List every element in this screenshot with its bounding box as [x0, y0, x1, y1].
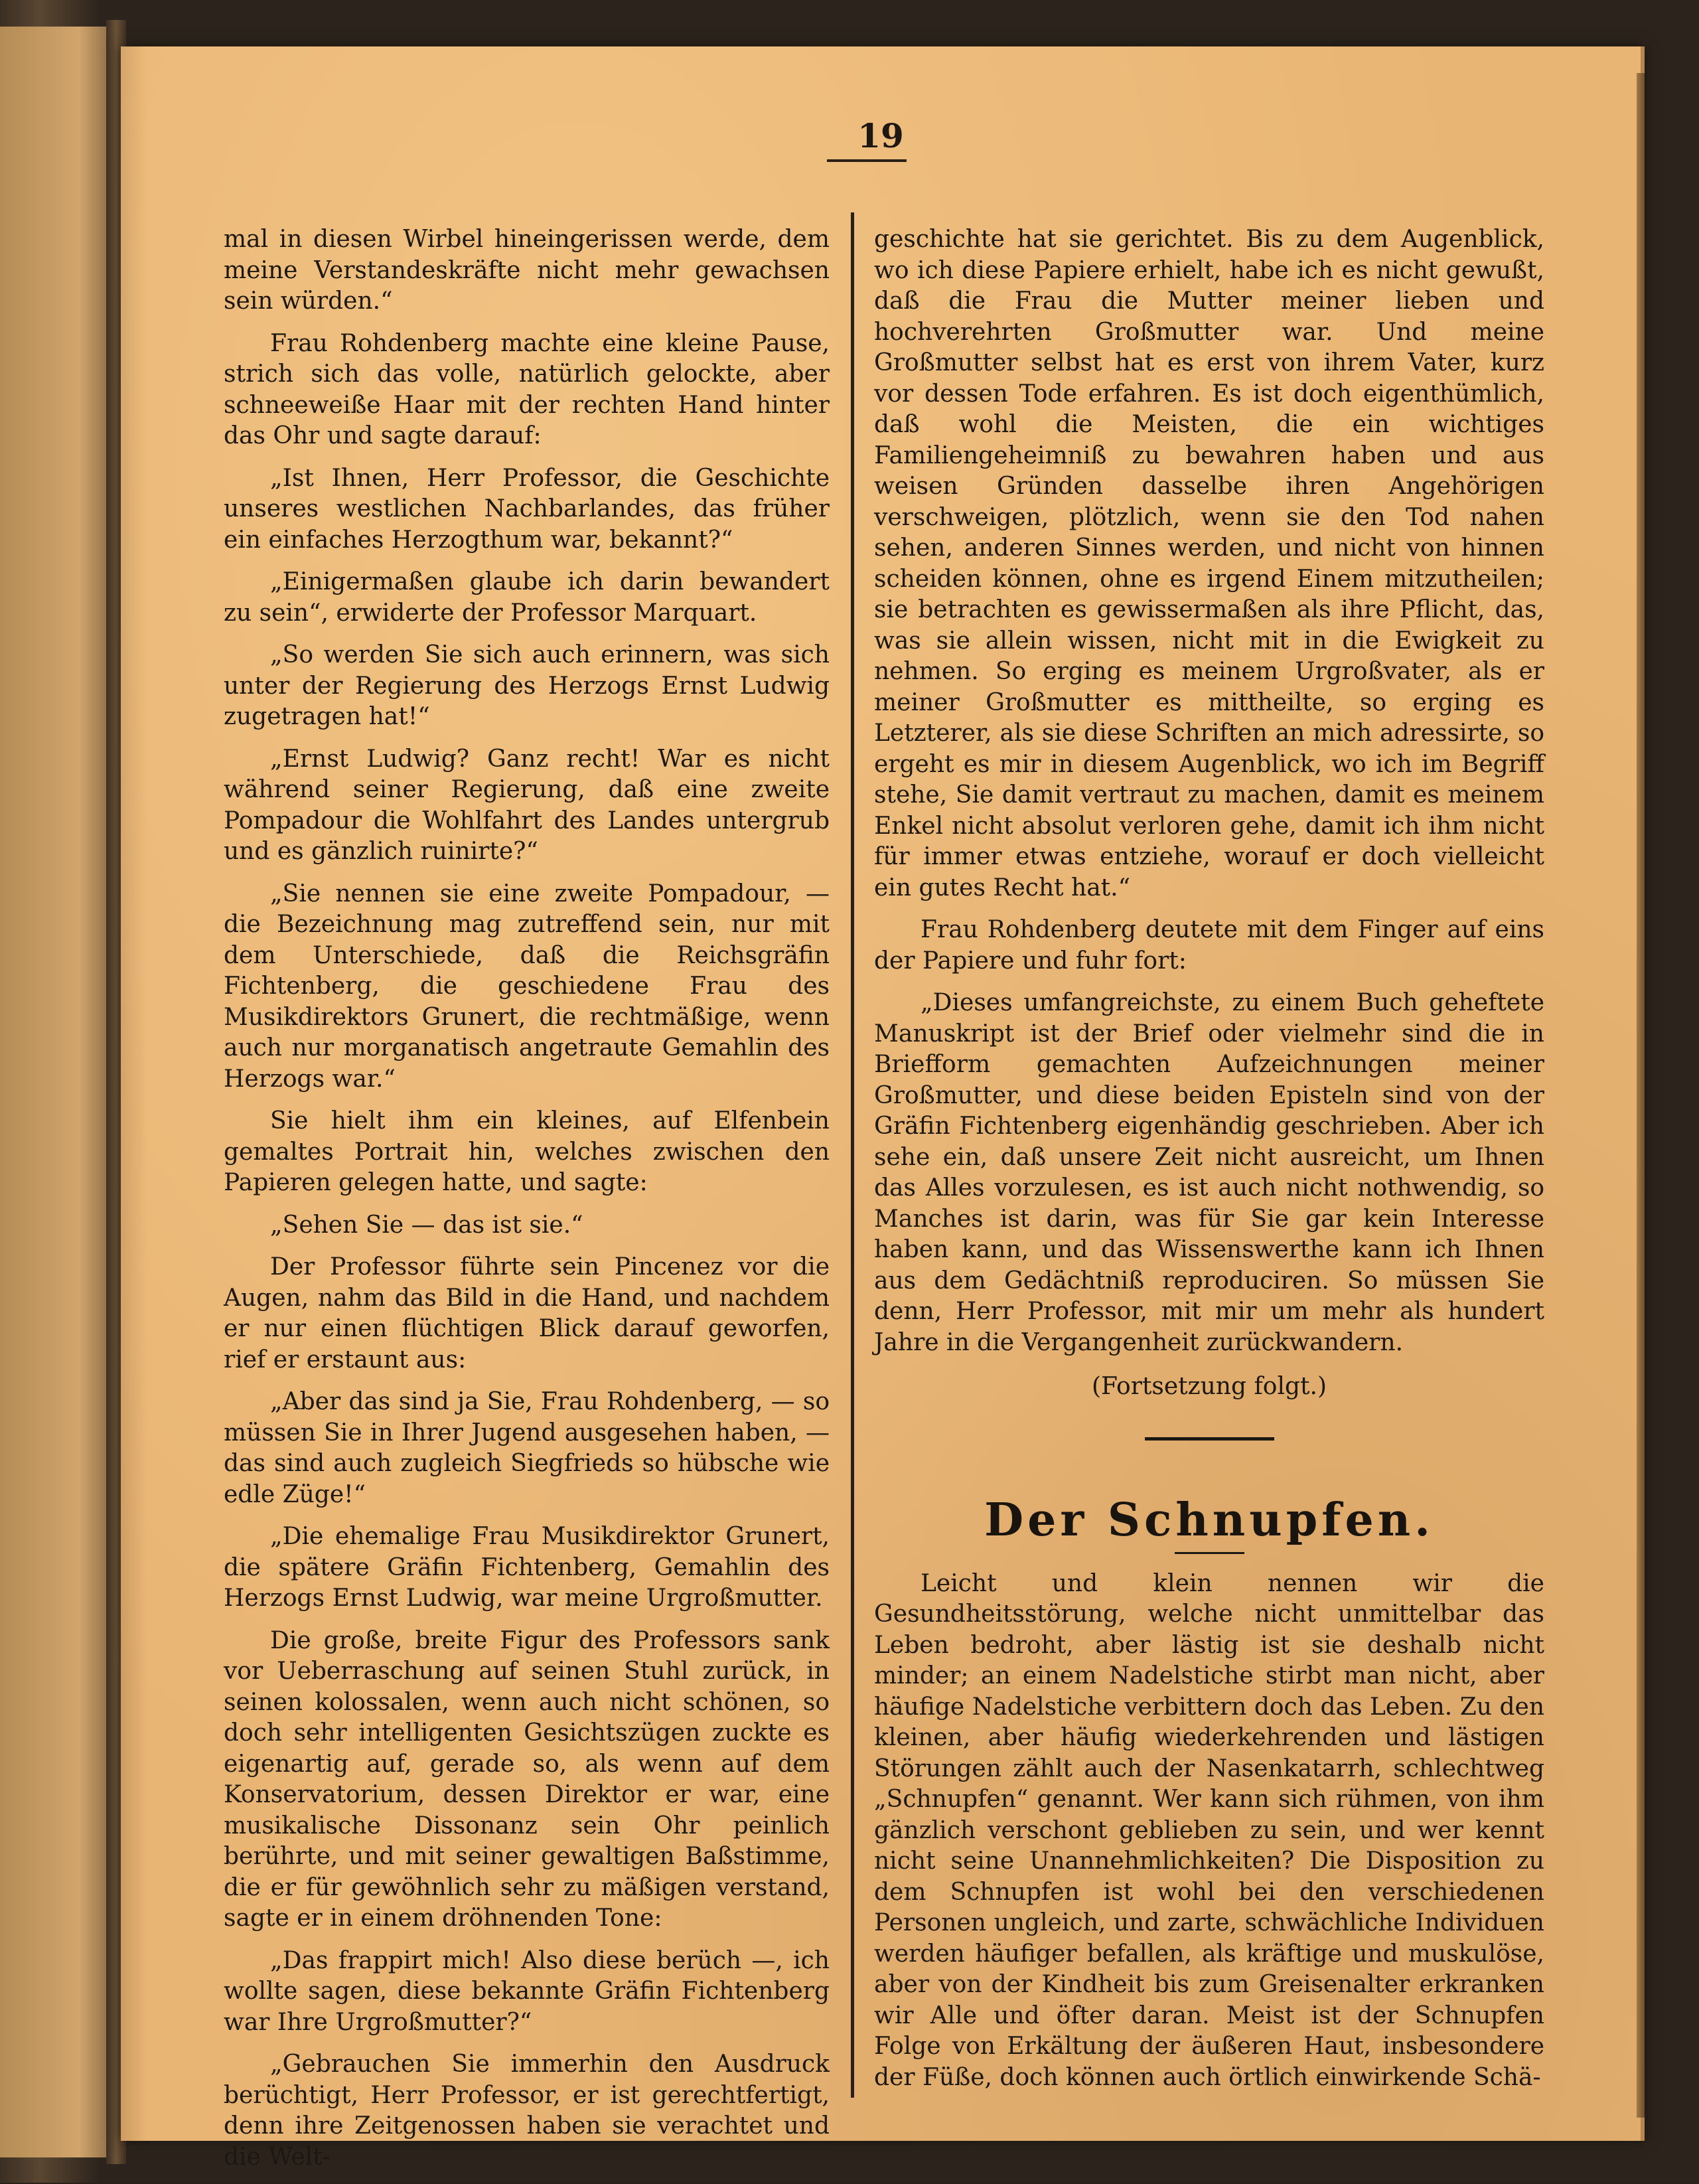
paragraph: „Einigermaßen glaube ich darin bewandert zu sein“, erwiderte der Professor Marquart.: [224, 568, 830, 627]
paragraph: „Aber das sind ja Sie, Frau Rohdenberg, — so müssen Sie in Ihrer Jugend ausgesehen haben, — das sind auch zugleich Siegfrieds so hübsche wie edle Züge!“: [224, 1388, 830, 1508]
paragraph: „Ist Ihnen, Herr Professor, die Geschichte unseres westlichen Nachbarlandes, das früher ein einfaches Herzogthum war, bekannt?“: [224, 464, 830, 554]
paragraph: „Sehen Sie — das ist sie.“: [270, 1211, 583, 1239]
paragraph: mal in diesen Wirbel hineingerissen werde, dem meine Verstandeskräfte nicht mehr gewachsen sein würden.“: [224, 226, 830, 315]
paragraph: geschichte hat sie gerichtet. Bis zu dem Augenblick, wo ich diese Papiere erhielt, habe ich es nicht gewußt, daß die Frau die Mutter meiner lieben und hochverehrten Großmutter war. Und meine Großmutter selbst hat es erst von ihrem Vater, kurz vor dessen Tode erfahren. Es ist doch eigenthümlich, daß wohl die Meisten, die ein wichtiges Familiengeheimniß zu bewahren haben und aus weisen Gründen dasselbe ihren Angehörigen verschweigen, plötzlich, wenn sie den Tod nahen sehen, anderen Sinnes werden, und nicht von hinnen scheiden können, ohne es irgend Einem mitzutheilen; sie betrachten es gewissermaßen als ihre Pflicht, das, was sie allein wissen, nicht mit in die Ewigkeit zu nehmen. So erging es meinem Urgroßvater, als er meiner Großmutter es mittheilte, so erging es Letzterer, als sie diese Schriften an mich adressirte, so ergeht es mir in diesem Augenblick, wo ich im Begriff stehe, Sie damit vertraut zu machen, damit es meinem Enkel nicht absolut verloren gehe, damit ich ihm nicht für immer etwas entziehe, worauf er doch vielleicht ein gutes Recht hat.“: [874, 226, 1544, 901]
article-title: Der Schnupfen.: [984, 1493, 1434, 1547]
article-body: Leicht und klein nennen wir die Gesundheitsstörung, welche nicht unmittelbar das Leben bedroht, aber lästig ist sie deshalb nicht minder; an einem Nadelstiche stirbt man nicht, aber häufige Nadelstiche verbittern doch das Leben. Zu den kleinen, aber häufig wiederkehrenden und lästigen Störungen zählt auch der Nasenkatarrh, schlechtweg „Schnupfen“ genannt. Wer kann sich rühmen, von ihm gänzlich verschont geblieben zu sein, und wer kennt nicht seine Unannehmlichkeiten? Die Disposition zu dem Schnupfen ist wohl bei den verschiedenen Personen ungleich, und zarte, schwächliche Individuen werden häufiger befallen, als kräftige und muskulöse, aber von der Kindheit bis zum Greisenalter erkranken wir Alle und öfter daran. Meist ist der Schnupfen Folge von Erkältung der äußeren Haut, insbesondere der Füße, doch können auch örtlich einwirkende Schä-: [874, 1569, 1544, 2091]
page-number: 19: [857, 116, 904, 155]
page-edge-shadow: [1637, 73, 1645, 2118]
paragraph: „Gebrauchen Sie immerhin den Ausdruck berüchtigt, Herr Professor, er ist gerechtfertigt, denn ihre Zeitgenossen haben sie verachtet und die Welt-: [224, 2051, 830, 2171]
newspaper-page: [121, 46, 1645, 2171]
title-underline: [1175, 1552, 1244, 1554]
paragraph: „Das frappirt mich! Also diese berüch —, ich wollte sagen, diese bekannte Gräfin Fichtenberg war Ihre Urgroßmutter?“: [224, 1946, 830, 2036]
column-divider: [851, 212, 854, 2098]
paragraph: „Dieses umfangreichste, zu einem Buch geheftete Manuskript ist der Brief oder vielmehr sind die in Briefform gemachten Aufzeichnungen meiner Großmutter, und diese beiden Episteln sind von der Gräfin Fichtenberg eigenhändig geschrieben. Aber ich sehe ein, daß unsere Zeit nicht ausreicht, um Ihnen das Alles vorzulesen, es ist auch nicht nothwendig, so Manches ist darin, was für Sie gar kein Interesse haben kann, und das Wissenswerthe kann ich Ihnen aus dem Gedächtniß reproduciren. So müssen Sie denn, Herr Professor, mit mir um mehr als hundert Jahre in die Vergangenheit zurückwandern.: [874, 989, 1544, 1356]
paragraph: Sie hielt ihm ein kleines, auf Elfenbein gemaltes Portrait hin, welches zwischen den Papieren gelegen hatte, und sagte:: [224, 1107, 830, 1196]
paragraph: „Ernst Ludwig? Ganz recht! War es nicht während seiner Regierung, daß eine zweite Pompadour die Wohlfahrt des Landes untergrub und es gänzlich ruinirte?“: [224, 745, 830, 865]
left-column: [224, 224, 830, 2184]
paragraph: Die große, breite Figur des Professors sank vor Ueberraschung auf seinen Stuhl zurück, in seinen kolossalen, wenn auch nicht schönen, so doch sehr intelligenten Gesichtszügen zuckte es eigenartig auf, gerade so, als wenn auf dem Konservatorium, dessen Direktor er war, eine musikalische Dissonanz sein Ohr peinlich berührte, und mit seiner gewaltigen Baßstimme, die er für gewöhnlich sehr zu mäßigen verstand, sagte er in einem dröhnenden Tone:: [224, 1626, 830, 1932]
section-divider-rule: [1145, 1437, 1274, 1441]
paragraph: „Sie nennen sie eine zweite Pompadour, — die Bezeichnung mag zutreffend sein, nur mit dem Unterschiede, daß die Reichsgräfin Fichtenberg, die geschiedene Frau des Musikdirektors Grunert, die rechtmäßige, wenn auch nur morganatisch angetraute Gemahlin des Herzogs war.“: [224, 880, 830, 1093]
paragraph: „So werden Sie sich auch erinnern, was sich unter der Regierung des Herzogs Ernst Ludwig zugetragen hat!“: [224, 641, 830, 730]
right-column: [874, 224, 1544, 2104]
previous-page-edge: [0, 27, 113, 2157]
page-number-underline: [827, 159, 907, 162]
paragraph: Der Professor führte sein Pincenez vor die Augen, nahm das Bild in die Hand, und nachdem er nur einen flüchtigen Blick darauf geworfen, rief er erstaunt aus:: [224, 1253, 830, 1373]
paragraph: Frau Rohdenberg deutete mit dem Finger auf eins der Papiere und fuhr fort:: [874, 916, 1544, 975]
paragraph: Frau Rohdenberg machte eine kleine Pause, strich sich das volle, natürlich gelockte, aber schneeweiße Haar mit der rechten Hand hinter das Ohr und sagte darauf:: [224, 329, 830, 449]
paragraph: „Die ehemalige Frau Musikdirektor Grunert, die spätere Gräfin Fichtenberg, Gemahlin des Herzogs Ernst Ludwig, war meine Urgroßmutter.: [224, 1523, 830, 1612]
continuation-note: (Fortsetzung folgt.): [1092, 1373, 1327, 1400]
